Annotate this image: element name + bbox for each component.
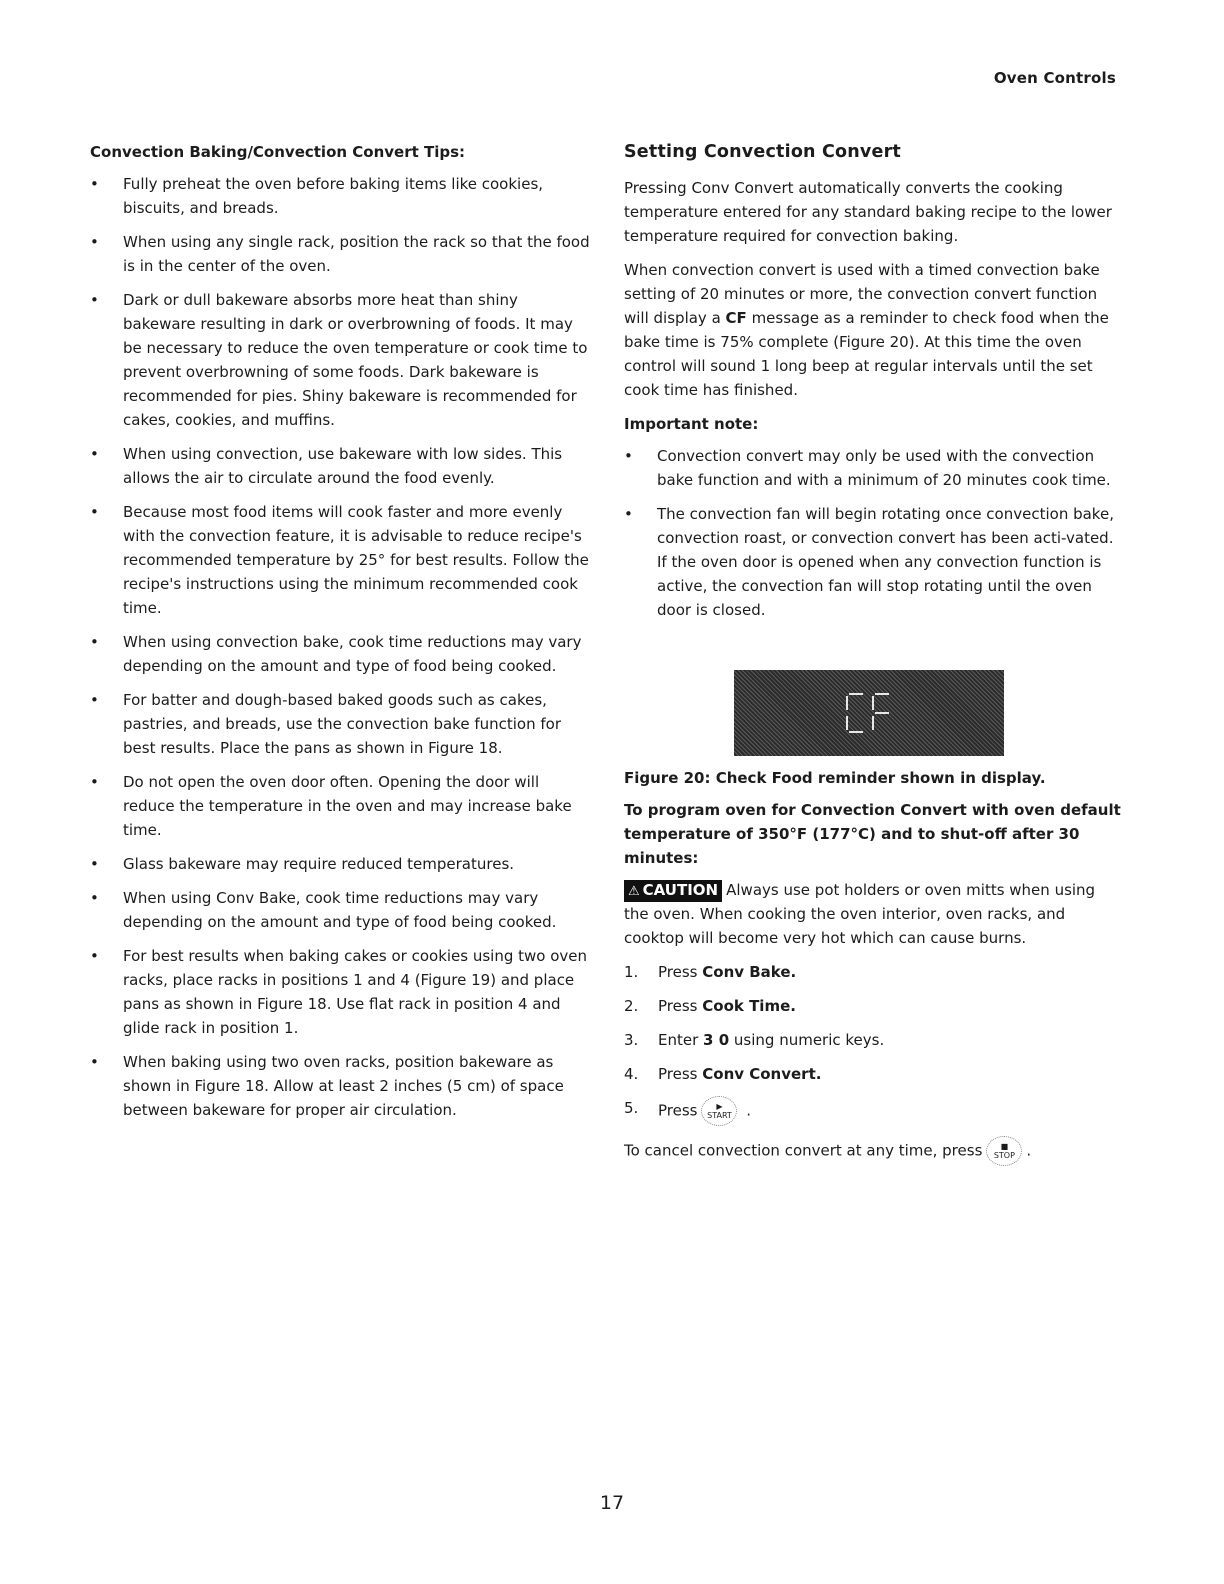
list-item: 4. Press Conv Convert. — [624, 1065, 822, 1083]
list-item: 3. Enter 3 0 using numeric keys. — [624, 1031, 885, 1049]
list-item: • Do not open the oven door often. Opening the door will reduce the temperature in the oven and may increase bake time. — [90, 770, 590, 842]
left-column — [90, 140, 590, 1132]
list-item: • When using convection bake, cook time reductions may vary depending on the amount and type of food being cooked. — [90, 630, 590, 678]
list-item: • The convection fan will begin rotating once convection bake, convection roast, or convection convert has been acti-vated. If the oven door is opened when any convection function is active, the convection fan will stop rotating until the oven door is closed. — [624, 502, 1124, 622]
list-item: • When using Conv Bake, cook time reductions may vary depending on the amount and type of food being cooked. — [90, 886, 590, 934]
caution-badge: ⚠ CAUTION — [624, 880, 722, 902]
bullet-icon: • — [90, 855, 99, 873]
list-item: 5. Press ▶ START . — [624, 1096, 1124, 1126]
important-note-heading: Important note: — [624, 415, 759, 433]
bullet-icon: • — [90, 1053, 99, 1071]
right-column — [624, 140, 1124, 1176]
list-item: • Dark or dull bakeware absorbs more heat than shiny bakeware resulting in dark or overbrowning of foods. It may be necessary to reduce the oven temperature or cook time to prevent overbrowning of some foods. Dark bakeware is recommended for pies. Shiny bakeware is recommended for cakes, cookies, and muffins. — [90, 288, 590, 432]
figure-caption: Figure 20: Check Food reminder shown in display. — [624, 769, 1046, 787]
svg-text:CF: CF — [839, 737, 841, 738]
list-item: • Convection convert may only be used with the convection bake function and with a minimum of 20 minutes cook time. — [624, 444, 1124, 492]
bullet-icon: • — [90, 503, 99, 521]
bullet-icon: • — [90, 291, 99, 309]
bullet-icon: • — [90, 445, 99, 463]
bullet-icon: • — [90, 889, 99, 907]
tips-heading: Convection Baking/Convection Convert Tips: — [90, 143, 466, 161]
note-list — [624, 444, 1124, 622]
list-item: • Glass bakeware may require reduced temperatures. — [90, 852, 590, 876]
start-key-icon: ▶ START — [701, 1096, 737, 1126]
program-heading: To program oven for Convection Convert with oven default temperature of 350°F (177°C) and to shut-off after 30 minutes: — [624, 801, 1121, 867]
bullet-icon: • — [90, 233, 99, 251]
bullet-icon: • — [90, 633, 99, 651]
list-item: • When using any single rack, position the rack so that the food is in the center of the oven. — [90, 230, 590, 278]
cf-segment-display — [839, 688, 899, 738]
bullet-icon: • — [624, 447, 633, 465]
list-item: • When using convection, use bakeware with low sides. This allows the air to circulate around the food evenly. — [90, 442, 590, 490]
list-item: • Because most food items will cook faster and more evenly with the convection feature, it is advisable to reduce recipe's recommended temperature by 25° for best results. Follow the recipe's instructions using the minimum recommended cook time. — [90, 500, 590, 620]
list-item: • Fully preheat the oven before baking items like cookies, biscuits, and breads. — [90, 172, 590, 220]
list-item: 1. Press Conv Bake. — [624, 963, 797, 981]
cf-paragraph: When convection convert is used with a timed convection bake setting of 20 minutes or more, the convection convert function will display a CF message as a reminder to check food when the bake time is 75% complete (Figure 20). At this time the oven control will sound 1 long beep at regular intervals until the set cook time has finished. — [624, 261, 1109, 399]
bullet-icon: • — [624, 505, 633, 523]
section-title: Setting Convection Convert — [624, 142, 901, 162]
list-item: • When baking using two oven racks, position bakeware as shown in Figure 18. Allow at least 2 inches (5 cm) of space between bakeware for proper air circulation. — [90, 1050, 590, 1122]
page-number: 17 — [599, 1492, 625, 1514]
tips-list — [90, 172, 590, 1122]
running-header: Oven Controls — [993, 69, 1116, 87]
oven-display-figure — [734, 670, 1004, 756]
list-item: • For best results when baking cakes or cookies using two oven racks, place racks in positions 1 and 4 (Figure 19) and place pans as shown in Figure 18. Use flat rack in position 4 and glide rack in position 1. — [90, 944, 590, 1040]
steps-list — [624, 960, 1124, 1126]
bullet-icon: • — [90, 175, 99, 193]
caution-paragraph: ⚠ CAUTION Always use pot holders or oven mitts when using the oven. When cooking the oven interior, oven racks, and cooktop will become very hot which can cause burns. — [624, 881, 1096, 947]
stop-key-icon: ■ STOP — [986, 1136, 1022, 1166]
bullet-icon: • — [90, 947, 99, 965]
bullet-icon: • — [90, 773, 99, 791]
cancel-paragraph: To cancel convection convert at any time, press ■ STOP . — [624, 1136, 1124, 1166]
list-item: • For batter and dough-based baked goods such as cakes, pastries, and breads, use the convection bake function for best results. Place the pans as shown in Figure 18. — [90, 688, 590, 760]
bullet-icon: • — [90, 691, 99, 709]
oven-display — [734, 670, 1004, 756]
list-item: 2. Press Cook Time. — [624, 997, 796, 1015]
intro-paragraph: Pressing Conv Convert automatically converts the cooking temperature entered for any standard baking recipe to the lower temperature required for convection baking. — [624, 179, 1112, 245]
warning-triangle-icon: ⚠ — [628, 884, 640, 899]
